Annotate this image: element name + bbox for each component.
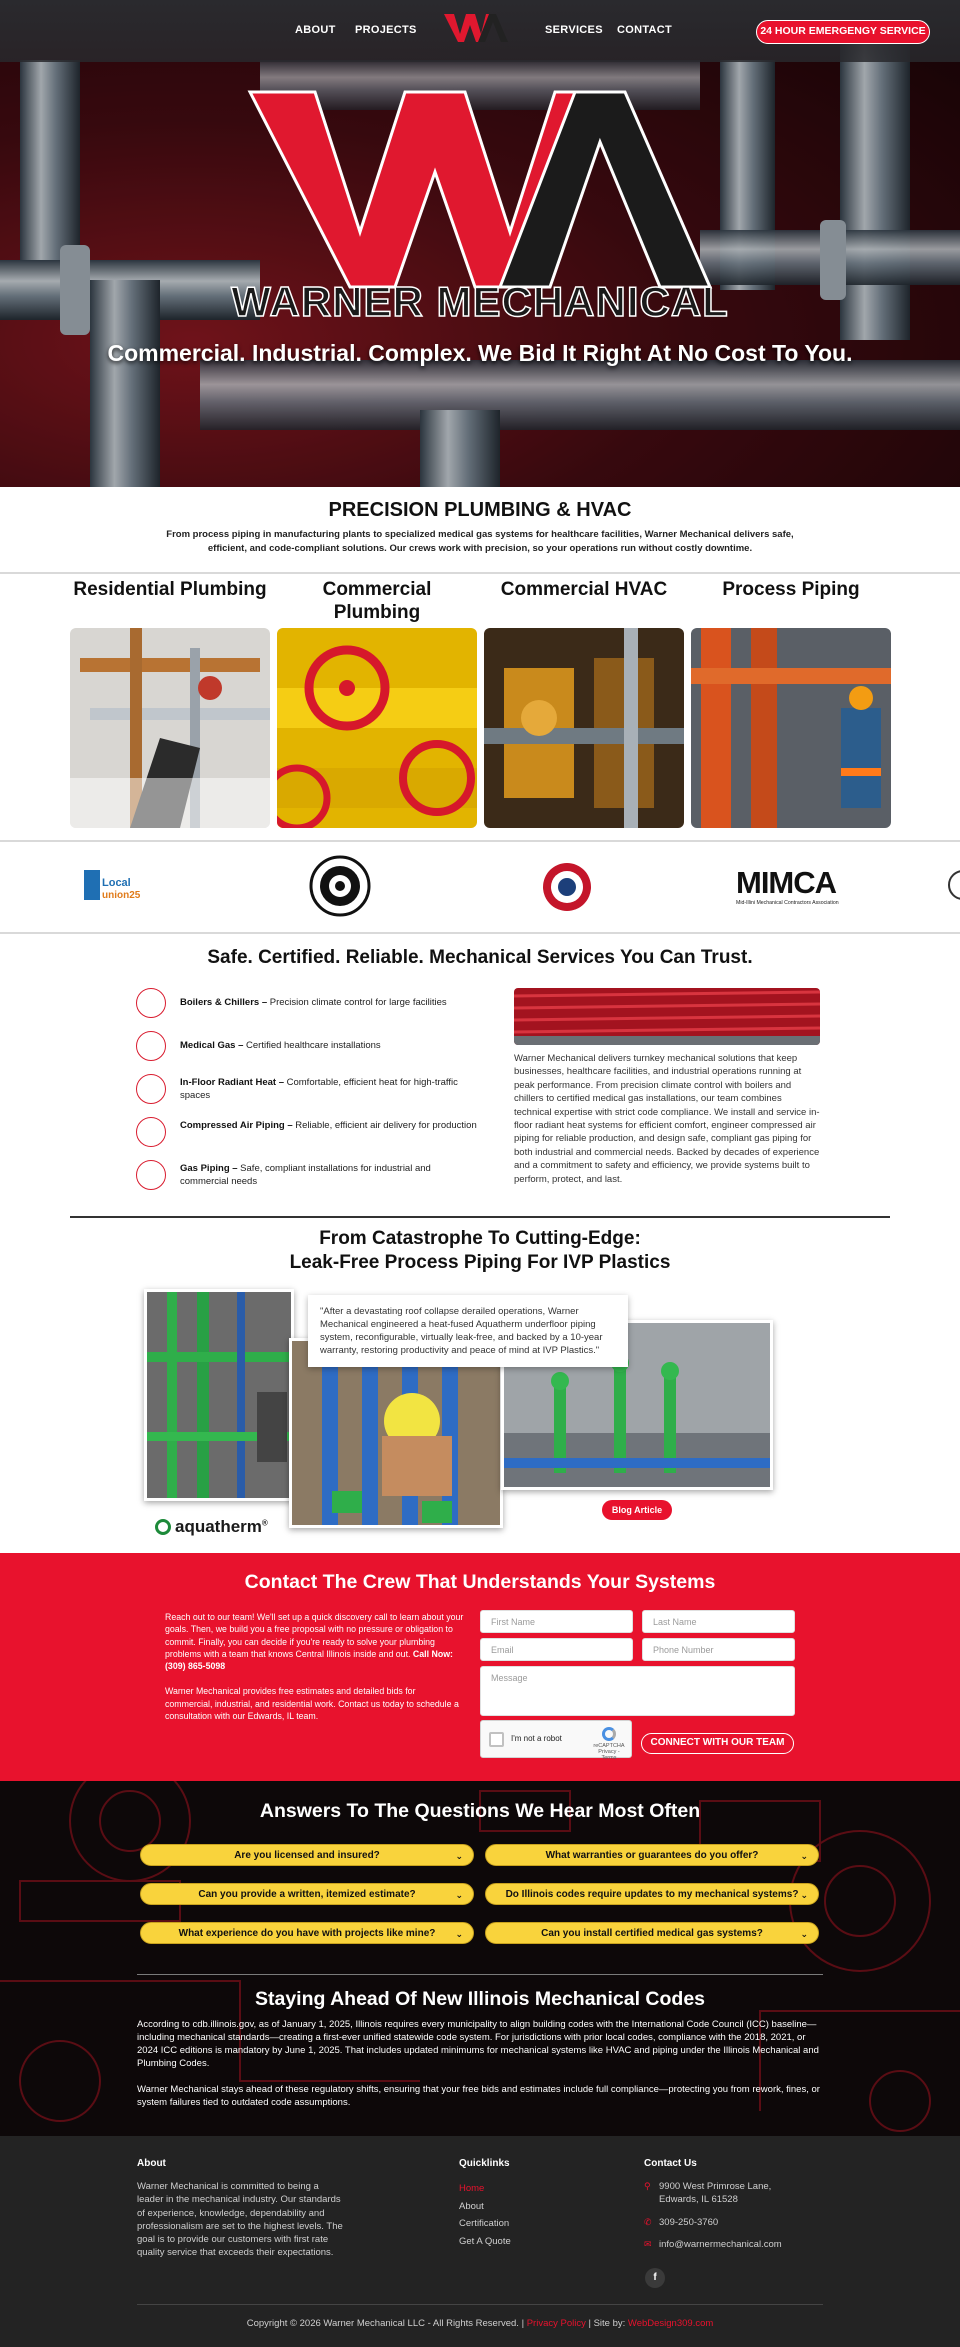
hero-tagline: Commercial. Industrial. Complex. We Bid It Right At No Cost To You. (107, 340, 853, 366)
partner-logos (0, 842, 960, 932)
service-desc: Precision climate control for large facilities (267, 997, 447, 1008)
service-card-commercial-hvac[interactable] (484, 575, 684, 828)
facebook-icon[interactable]: f (645, 2268, 665, 2288)
partial-partner-logo (948, 870, 960, 900)
contact-section (0, 1553, 960, 1781)
recaptcha-checkbox[interactable] (489, 1732, 504, 1747)
svg-text:union25: union25 (102, 890, 141, 901)
call-now-phone[interactable]: Call Now: (309) 865-5098 (165, 1648, 453, 1672)
mimca-subtitle: Mid-Illini Mechanical Contractors Association (736, 900, 839, 906)
recaptcha-branding (591, 1727, 627, 1761)
faq-title: Answers To The Questions We Hear Most Often (259, 1800, 701, 1822)
red-roof-photo (514, 988, 820, 1045)
case-study-title-line1: From Catastrophe To Cutting-Edge: (319, 1228, 641, 1249)
service-cards (0, 575, 960, 840)
contact-intro (165, 1611, 465, 1735)
safe-body-text: Warner Mechanical delivers turnkey mechanical solutions that keep businesses, healthcare facilities, and industrial operations running at peak performance. From precision climate control with boilers and chillers to certified medical gas installations, our team combines technical expertise with strict code compliance. We install and service in-floor radiant heat systems for efficient comfort, engineer compressed air piping for reliable production, and design safe, compliant gas piping for both industrial and commercial needs. Backed by decades of experience and a commitment to safety and efficiency, we provide systems built to perform, protect, and last. (514, 1053, 820, 1185)
commercial-plumbing-photo (277, 628, 477, 828)
address-line-2: Edwards, IL 61528 (659, 2194, 738, 2205)
footer-contact-title: Contact Us (644, 2158, 697, 2169)
blog-article-button[interactable]: Blog Article (602, 1500, 672, 1520)
faq-item[interactable] (485, 1922, 819, 1944)
footer-quicklinks-title: Quicklinks (459, 2158, 510, 2169)
section-divider (137, 1974, 823, 1975)
address-line-1: 9900 West Primrose Lane, (659, 2181, 772, 2192)
footer-quicklinks (459, 2180, 511, 2250)
nav-link-projects[interactable]: PROJECTS (355, 24, 417, 36)
faq-item[interactable] (485, 1883, 819, 1905)
radiant-heat-icon (136, 1074, 166, 1104)
connect-submit-button[interactable]: CONNECT WITH OUR TEAM (641, 1733, 794, 1754)
faq-question: Can you install certified medical gas systems? (541, 1928, 763, 1939)
service-card-title: Residential Plumbing (73, 579, 267, 600)
commercial-hvac-photo (484, 628, 684, 828)
faq-item[interactable] (140, 1844, 474, 1866)
recaptcha-brand: reCAPTCHA (593, 1743, 625, 1749)
union-seal-logo (309, 855, 371, 917)
precision-intro (0, 487, 960, 572)
list-item (136, 1157, 476, 1199)
faq-question: Do Illinois codes require updates to my mechanical systems? (505, 1889, 799, 1900)
phone-field[interactable]: Phone Number (642, 1638, 795, 1661)
faq-question: Are you licensed and insured? (234, 1850, 380, 1861)
recaptcha-icon (602, 1727, 616, 1741)
medical-gas-icon (136, 1031, 166, 1061)
process-piping-photo (691, 628, 891, 828)
service-name: Medical Gas – (180, 1040, 244, 1051)
footer-divider (137, 2304, 823, 2305)
service-name: In-Floor Radiant Heat – (180, 1077, 284, 1088)
chevron-down-icon: ⌄ (800, 1890, 808, 1900)
service-desc: Certified healthcare installations (243, 1040, 381, 1051)
privacy-policy-link[interactable]: Privacy Policy (526, 2318, 586, 2329)
chevron-down-icon: ⌄ (800, 1851, 808, 1861)
case-study-title-line2: Leak-Free Process Piping For IVP Plastics (289, 1252, 671, 1273)
copyright-text: Copyright © 2026 Warner Mechanical LLC - All Rights Reserved. | (246, 2318, 527, 2329)
codes-body (137, 2018, 827, 2122)
footer-link-certification[interactable]: Certification (459, 2218, 510, 2229)
faq-item[interactable] (485, 1844, 819, 1866)
list-item (136, 1114, 476, 1156)
service-name: Compressed Air Piping – (180, 1120, 293, 1131)
compressed-air-icon (136, 1117, 166, 1147)
footer-link-home[interactable]: Home (459, 2183, 485, 2194)
footer-phone[interactable] (644, 2216, 718, 2229)
mail-icon: ✉ (644, 2239, 652, 2249)
hero-brand-name: WARNER MECHANICAL (231, 278, 729, 325)
boiler-icon (136, 988, 166, 1018)
nav-link-services[interactable]: SERVICES (545, 24, 603, 36)
aquatherm-logo (153, 1517, 268, 1537)
email-field[interactable]: Email (480, 1638, 633, 1661)
chevron-down-icon: ⌄ (455, 1851, 463, 1861)
registered-mark: ® (261, 1518, 268, 1528)
faq-and-codes-section (0, 1781, 960, 2136)
service-name: Boilers & Chillers – (180, 997, 268, 1008)
recaptcha-label: I'm not a robot (511, 1734, 562, 1743)
case-study-quote: "After a devastating roof collapse derailed operations, Warner Mechanical engineered a heat-fused Aquatherm underfloor piping system, reconfigurable, virtually leak-free, and backed by a 10-year warranty, restoring productivity and peace of mind at IVP Plastics." (308, 1295, 628, 1367)
aquatherm-wordmark: aquatherm (175, 1517, 262, 1536)
top-navigation (0, 0, 960, 62)
first-name-field[interactable]: First Name (480, 1610, 633, 1633)
mimca-wordmark: MIMCA (736, 865, 837, 900)
faq-item[interactable] (140, 1883, 474, 1905)
aquatherm-piping-photo-1 (144, 1289, 294, 1501)
service-card-residential-plumbing[interactable] (70, 575, 270, 828)
site-by-text: | Site by: (585, 2318, 628, 2329)
precision-title: PRECISION PLUMBING & HVAC (328, 499, 632, 521)
list-item (136, 985, 476, 1027)
recaptcha-links[interactable]: Privacy - Terms (598, 1749, 620, 1761)
footer-link-get-a-quote[interactable]: Get A Quote (459, 2235, 511, 2247)
recaptcha-widget (480, 1720, 632, 1761)
nav-link-contact[interactable]: CONTACT (617, 24, 673, 36)
service-card-title: Process Piping (722, 579, 860, 600)
local-union-25-logo (82, 868, 148, 904)
message-field[interactable]: Message (480, 1666, 795, 1716)
precision-text: From process piping in manufacturing plants to specialized medical gas systems for healthcare facilities, Warner Mechanical delivers safe, efficient, and code-compliant solutions. Our crews work with precision, so your operations run without costly downtime. (166, 529, 794, 554)
footer-link-about[interactable]: About (459, 2200, 484, 2212)
site-by-link[interactable]: WebDesign309.com (627, 2318, 714, 2329)
mimca-logo (736, 865, 852, 908)
service-name: Gas Piping – (180, 1163, 238, 1174)
contact-paragraph-2: Warner Mechanical provides free estimates and detailed bids for commercial, industrial, and residential work. Contact us today to schedule a consultation with our Edwards, IL team. (165, 1686, 459, 1722)
services-list (136, 985, 476, 1200)
residential-plumbing-photo (70, 628, 270, 828)
faq-question: What warranties or guarantees do you offer? (545, 1850, 759, 1861)
faq-question: Can you provide a written, itemized estimate? (198, 1889, 416, 1900)
chevron-down-icon: ⌄ (455, 1890, 463, 1900)
nav-link-about[interactable]: ABOUT (295, 24, 336, 36)
service-card-title: Commercial Plumbing (322, 579, 432, 623)
footer-phone-number[interactable]: 309-250-3760 (659, 2217, 719, 2228)
chevron-down-icon: ⌄ (800, 1929, 808, 1939)
nav-logo[interactable] (440, 10, 512, 48)
service-card-commercial-plumbing[interactable] (277, 575, 477, 828)
service-card-title: Commercial HVAC (500, 579, 668, 600)
codes-title: Staying Ahead Of New Illinois Mechanical Codes (254, 1988, 706, 2010)
emergency-service-button[interactable]: 24 HOUR EMERGENGY SERVICE (756, 20, 930, 44)
footer-about-title: About (137, 2158, 166, 2169)
list-item (136, 1028, 476, 1070)
footer-about-text: Warner Mechanical is committed to being a leader in the mechanical industry. Our standards of experience, knowledge, dependability and professionalism are set to the highest levels. The goal is to provide our customers with first rate quality service that exceeds their expectations. (137, 2181, 343, 2259)
section-divider (0, 932, 960, 934)
faq-question: What experience do you have with projects like mine? (178, 1928, 436, 1939)
service-desc: Comfortable, efficient heat for high-traffic spaces (180, 1077, 458, 1101)
section-divider (70, 1216, 890, 1218)
codes-paragraph-2: Warner Mechanical stays ahead of these regulatory shifts, ensuring that your free bids and estimates include full compliance—protecting you from rework, fines, or system failures tied to outdated code assumptions. (137, 2084, 820, 2108)
faq-item[interactable] (140, 1922, 474, 1944)
contact-paragraph: Reach out to our team! We'll set up a quick discovery call to learn about your goals. Then, we build you a free proposal with no pressure or obligation to commit. Finally, you can decide if you're ready to solve your plumbing problems with a team that knows Central Illinois inside and out. (165, 1612, 464, 1659)
location-pin-icon: ⚲ (644, 2181, 651, 2191)
footer-email-address[interactable]: info@warnermechanical.com (659, 2239, 782, 2250)
service-desc: Reliable, efficient air delivery for production (292, 1120, 477, 1131)
chevron-down-icon: ⌄ (455, 1929, 463, 1939)
service-card-process-piping[interactable] (691, 575, 891, 828)
section-divider (0, 572, 960, 574)
case-study-title (0, 1227, 960, 1275)
service-desc: Safe, compliant installations for industrial and commercial needs (180, 1163, 431, 1187)
contact-title: Contact The Crew That Understands Your Systems (244, 1571, 716, 1593)
footer-email[interactable] (644, 2238, 782, 2251)
gas-flame-icon (136, 1160, 166, 1190)
safe-section-title: Safe. Certified. Reliable. Mechanical Services You Can Trust. (207, 947, 753, 968)
footer-address (644, 2180, 771, 2206)
hero-banner (0, 0, 960, 487)
association-seal-logo (541, 861, 593, 913)
last-name-field[interactable]: Last Name (642, 1610, 795, 1633)
footer (0, 2136, 960, 2347)
list-item (136, 1071, 476, 1113)
svg-text:Local: Local (102, 877, 131, 889)
copyright-line (0, 2318, 960, 2329)
codes-paragraph-1: According to cdb.illinois.gov, as of January 1, 2025, Illinois requires every municipality to align building codes with the International Code Council (ICC) baseline—including mechanical standards—creating a first-ever unified statewide code system. For jurisdictions with prior local codes, compliance with the 2018, 2021, or 2024 ICC editions is mandatory by June 1, 2025. That includes updated minimums for mechanical systems like HVAC and piping under the Illinois Mechanical and Plumbing Codes. (137, 2019, 819, 2069)
phone-icon: ✆ (644, 2217, 652, 2227)
